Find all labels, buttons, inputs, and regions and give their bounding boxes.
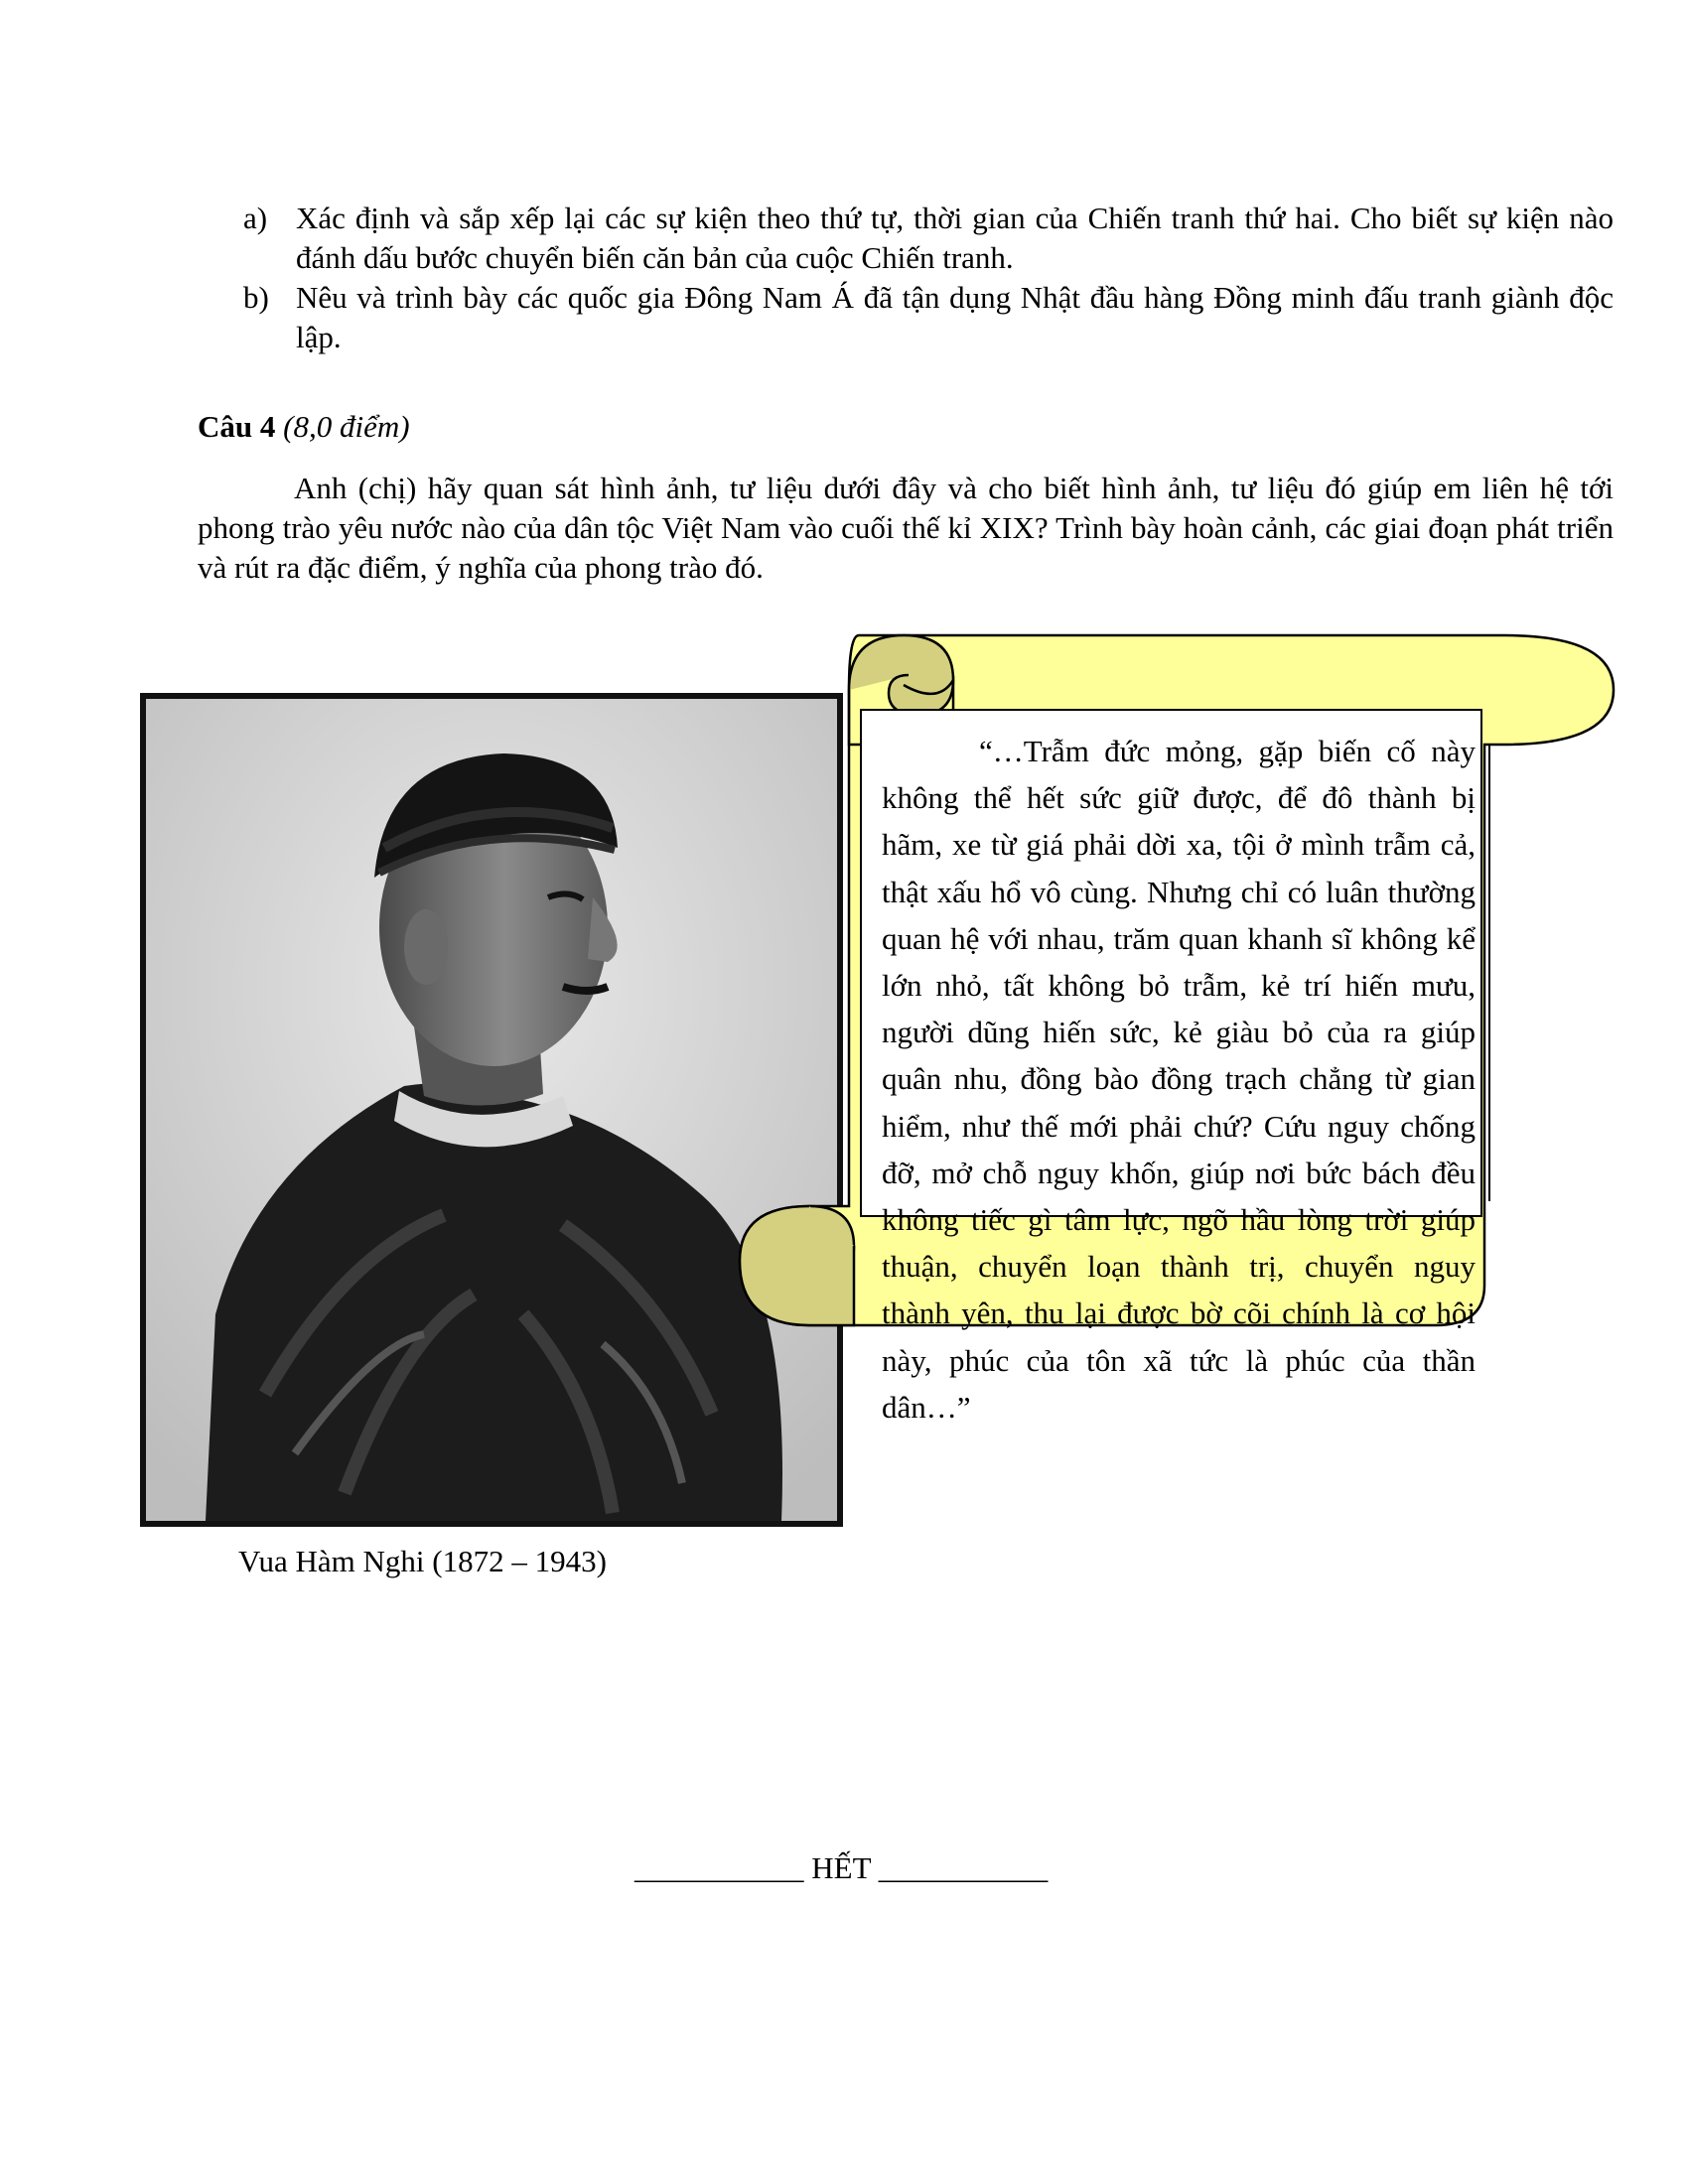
- quote-text: “…Trẫm đức mỏng, gặp biến cố này không thể hết sức giữ được, để đô thành bị hãm, xe từ giá phải dời xa, tội ở mình trẫm cả, thật xấu hổ vô cùng. Nhưng chỉ có luân thường quan hệ với nhau, trăm quan khanh sĩ không kể lớn nhỏ, tất không bỏ trẫm, kẻ trí hiến mưu, người dũng hiến sức, kẻ giàu bỏ của ra giúp quân nhu, đồng bào đồng trạch chẳng từ gian hiểm, như thế mới phải chứ? Cứu nguy chống đỡ, mở chỗ nguy khốn, giúp nơi bức bách đều không tiếc gì tâm lực, ngõ hầu lòng trời giúp thuận, chuyển loạn thành trị, chuyển nguy thành yên, thu lại được bờ cõi chính là cơ hội này, phúc của tôn xã tức là phúc của thần dân…”: [882, 734, 1476, 1425]
- subquestion-b-label: b): [243, 280, 269, 315]
- question-heading: [198, 407, 410, 447]
- subquestion-a-label: a): [243, 201, 268, 235]
- question-prompt: Anh (chị) hãy quan sát hình ảnh, tư liệu dưới đây và cho biết hình ảnh, tư liệu đó giúp em liên hệ tới phong trào yêu nước nào của dân tộc Việt Nam vào cuối thế kỉ XIX? Trình bày hoàn cảnh, các giai đoạn phát triển và rút ra đặc điểm, ý nghĩa của phong trào đó.: [198, 471, 1614, 585]
- subquestion-a: [243, 199, 1614, 278]
- subquestion-b-text: Nêu và trình bày các quốc gia Đông Nam Á đã tận dụng Nhật đầu hàng Đồng minh đấu tranh giành độc lập.: [296, 280, 1614, 354]
- end-mark: ___________ HẾT ___________: [634, 1850, 1049, 1885]
- subquestion-a-text: Xác định và sắp xếp lại các sự kiện theo thứ tự, thời gian của Chiến tranh thứ hai. Cho biết sự kiện nào đánh dấu bước chuyển biến căn bản của cuộc Chiến tranh.: [296, 201, 1614, 275]
- question-points: (8,0 điểm): [283, 409, 410, 444]
- subquestion-b: [243, 278, 1614, 357]
- photo-caption: Vua Hàm Nghi (1872 – 1943): [238, 1544, 607, 1578]
- question-title: Câu 4: [198, 409, 276, 444]
